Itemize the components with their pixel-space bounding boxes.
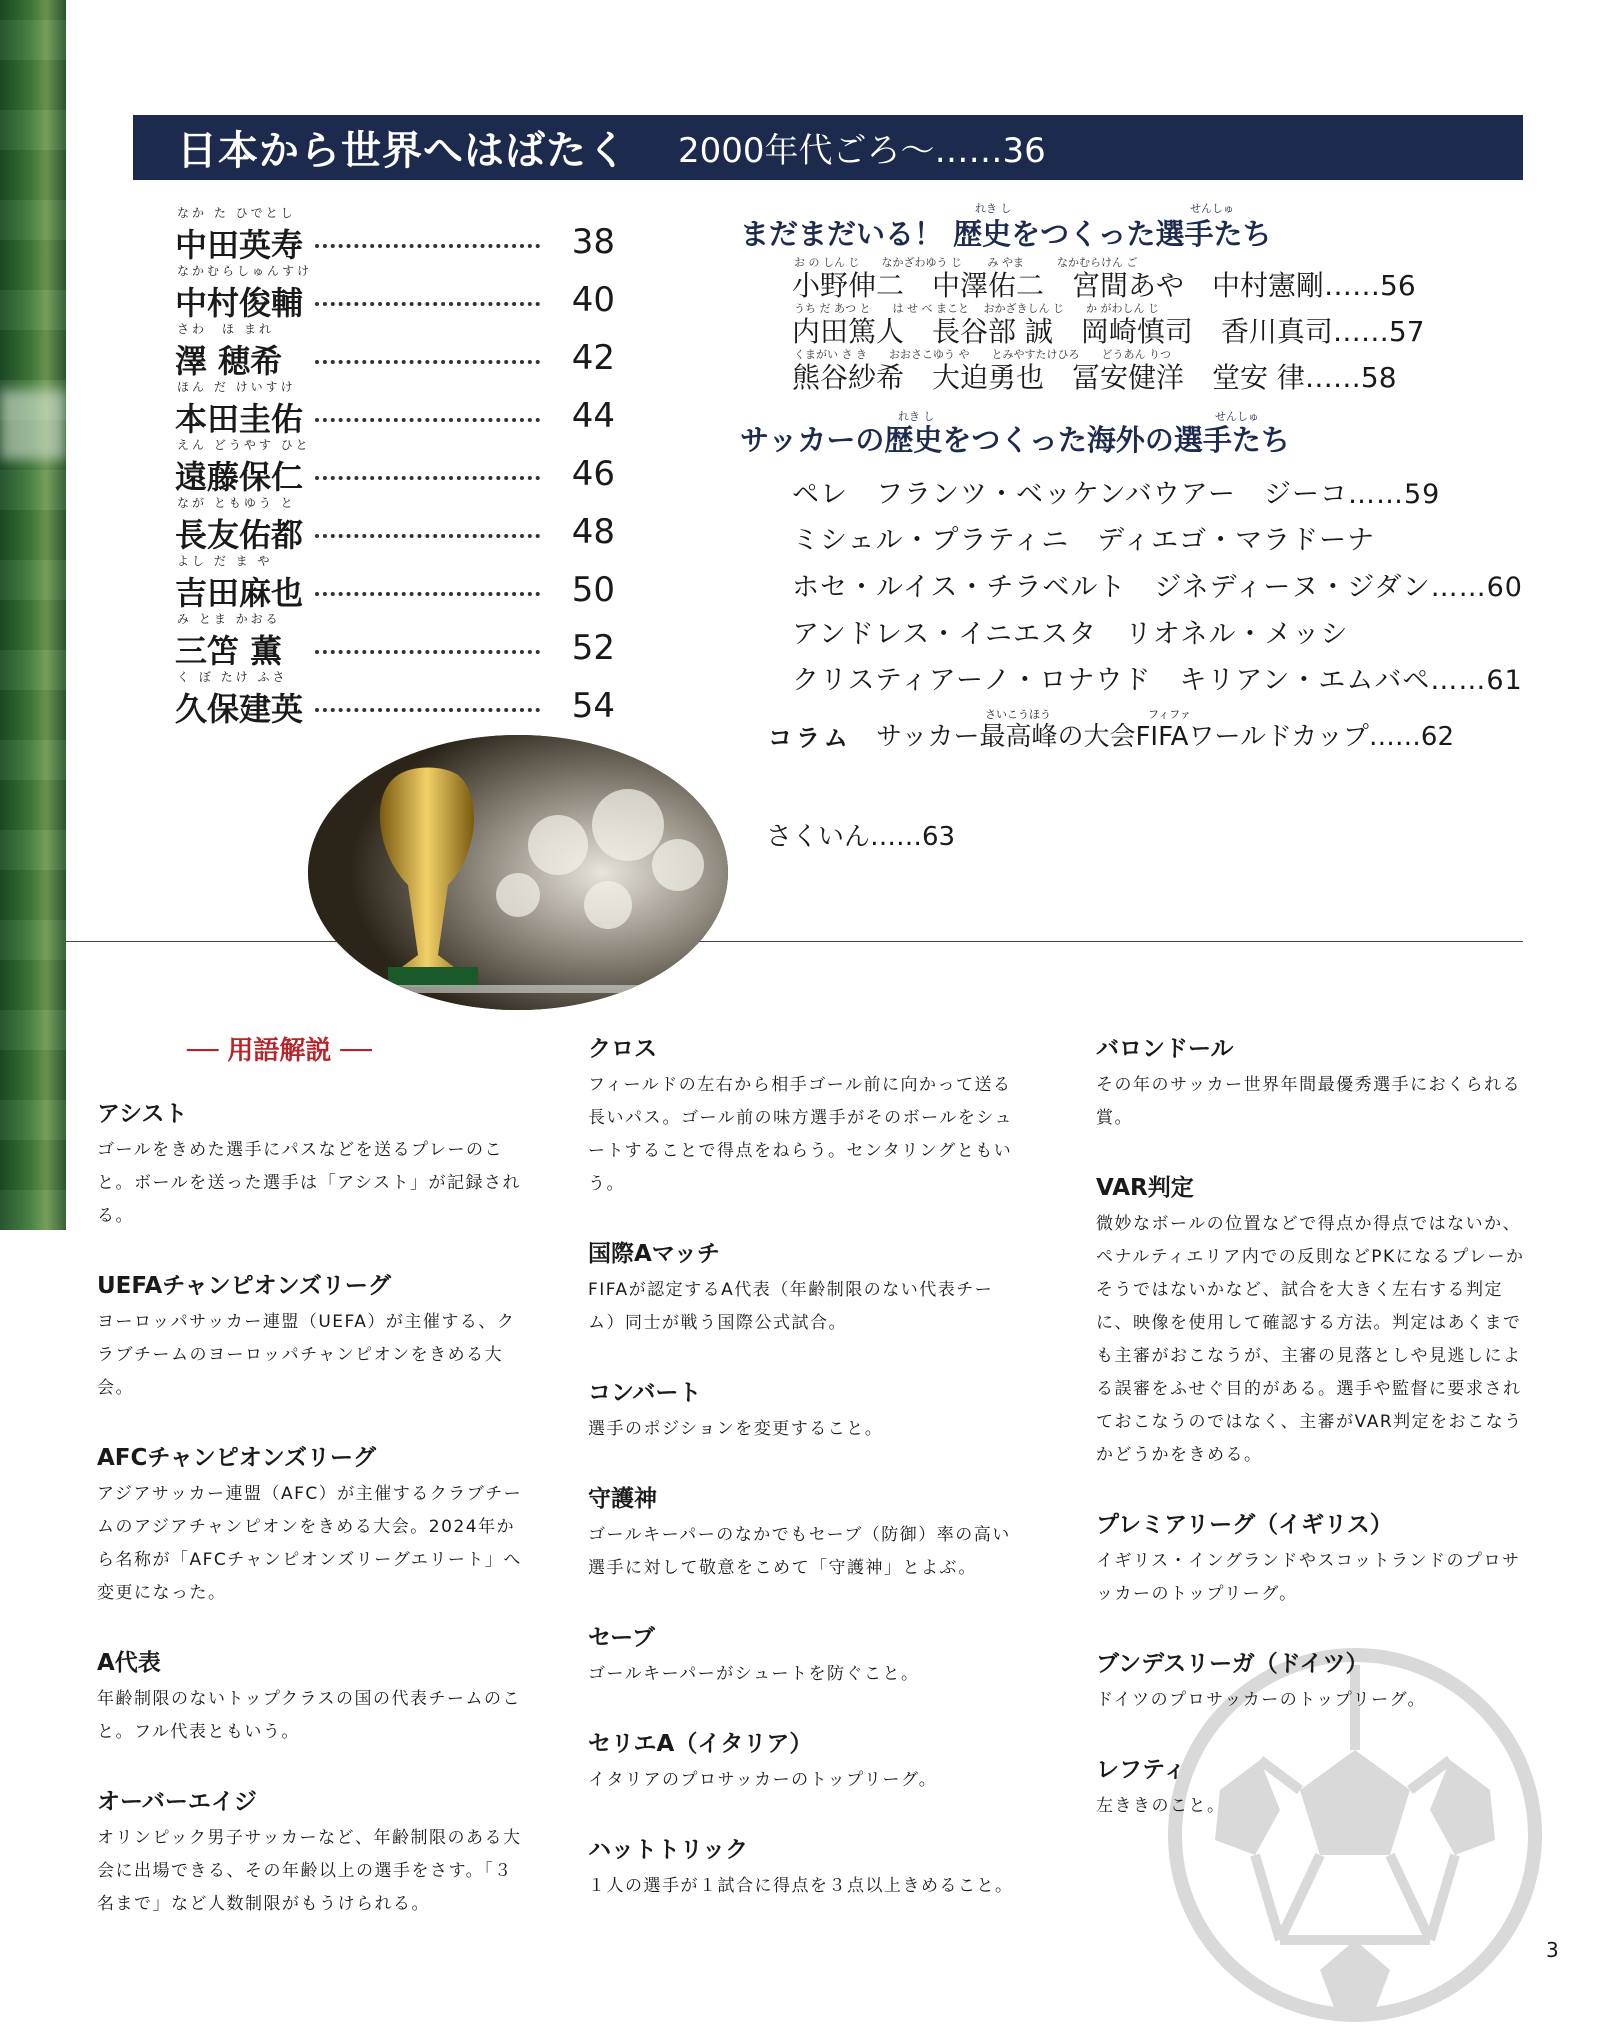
glossary-term	[97, 1439, 527, 1610]
glossary-term	[1096, 1169, 1526, 1472]
page-number: 3	[1546, 1938, 1559, 1962]
term-title: VAR判定	[1096, 1175, 1194, 1201]
section2-line[interactable]: クリスティアーノ・ロナウド キリアン・エムバペ……61	[792, 665, 1523, 696]
toc-ruby: えん どうやす ひと	[177, 438, 311, 452]
toc-item[interactable]	[175, 208, 615, 266]
section2-line[interactable]: ホセ・ルイス・チラベルト ジネディーヌ・ジダン……60	[792, 572, 1523, 603]
banner-title: 日本から世界へはばたく	[177, 128, 628, 174]
section2-line: アンドレス・イニエスタ リオネル・メッシ	[792, 619, 1349, 650]
term-definition: ドイツのプロサッカーのトップリーグ。	[1096, 1690, 1426, 1710]
toc-page-number: 54	[571, 686, 615, 726]
toc-page-number: 52	[571, 628, 615, 668]
term-definition: 年齢制限のないトップクラスの国の代表チームのこと。フル代表ともいう。	[97, 1689, 521, 1742]
glossary-term	[588, 1831, 1018, 1903]
section1-line-ruby: くまがい さ き おおさこゆう や とみやすたけひろ どうあん りつ	[794, 348, 1171, 361]
term-title: プレミアリーグ（イギリス）	[1096, 1512, 1393, 1538]
glossary-column-3	[1096, 1030, 1526, 1857]
toc-item[interactable]	[175, 614, 615, 672]
toc-page-number: 38	[571, 222, 615, 262]
glossary-term	[97, 1644, 527, 1749]
toc-leader-dots	[315, 650, 540, 654]
toc-player-name: 三笘 薫	[175, 632, 283, 670]
term-definition: イタリアのプロサッカーのトップリーグ。	[588, 1770, 938, 1790]
term-definition: オリンピック男子サッカーなど、年齢制限のある大会に出場できる、その年齢以上の選手をさす。「３名まで」など人数制限がもうけられる。	[97, 1828, 522, 1914]
chapter-banner	[133, 115, 1523, 180]
term-definition: イギリス・イングランドやスコットランドのプロサッカーのトップリーグ。	[1096, 1551, 1521, 1604]
toc-ruby: なか た ひでとし	[177, 206, 296, 220]
toc-item[interactable]	[175, 440, 615, 498]
glossary-term	[588, 1030, 1018, 1201]
term-title: ハットトリック	[588, 1837, 749, 1863]
toc-leader-dots	[315, 708, 540, 712]
term-definition: その年のサッカー世界年間最優秀選手におくられる賞。	[1096, 1075, 1522, 1128]
toc-player-name: 吉田麻也	[175, 574, 304, 612]
section2-ruby-senshu: せんしゅ	[1215, 410, 1259, 423]
section1-line-ruby: お の しん じ なかざわゆう じ み やま なかむらけん ご	[794, 256, 1138, 269]
glossary-term	[1096, 1645, 1526, 1717]
toc-player-name: 久保建英	[175, 690, 304, 728]
term-title: セーブ	[588, 1625, 655, 1651]
column-ruby-fifa: フィファ	[1148, 708, 1191, 721]
toc-ruby: なかむらしゅんすけ	[177, 264, 313, 278]
toc-leader-dots	[315, 592, 540, 596]
toc-item[interactable]	[175, 324, 615, 382]
grass-field-line	[0, 390, 66, 460]
glossary-term	[1096, 1506, 1526, 1611]
term-definition: フィールドの左右から相手ゴール前に向かって送る長いパス。ゴール前の味方選手がそのボールをシュートすることで得点をねらう。センタリングともいう。	[588, 1075, 1013, 1194]
term-title: オーバーエイジ	[97, 1789, 257, 1815]
toc-player-name: 中田英寿	[175, 226, 304, 264]
section1-line[interactable]: 熊谷紗希 大迫勇也 冨安健洋 堂安 律……58	[792, 361, 1397, 394]
section1-line[interactable]: 内田篤人 長谷部 誠 岡崎慎司 香川真司……57	[792, 315, 1425, 348]
toc-ruby: ほん だ けいすけ	[177, 380, 296, 394]
glossary-term	[97, 1783, 527, 1921]
toc-item[interactable]	[175, 556, 615, 614]
section2-line[interactable]: ペレ フランツ・ベッケンバウアー ジーコ……59	[792, 479, 1441, 510]
toc-player-list	[175, 208, 615, 730]
index-entry[interactable]: さくいん……63	[766, 822, 956, 852]
glossary-term	[588, 1235, 1018, 1340]
toc-page-number: 40	[571, 280, 615, 320]
term-title: A代表	[97, 1650, 161, 1676]
toc-item[interactable]	[175, 498, 615, 556]
glossary-term	[588, 1374, 1018, 1446]
toc-leader-dots	[315, 418, 540, 422]
banner-subtitle: 2000年代ごろ〜……36	[678, 131, 1046, 171]
toc-ruby: さわ ほ まれ	[177, 322, 274, 336]
section1-ruby-rekishi: れき し	[975, 202, 1012, 215]
world-cup-trophy-photo	[308, 735, 728, 1010]
term-title: ブンデスリーガ（ドイツ）	[1096, 1651, 1369, 1677]
section2-line: ミシェル・プラティニ ディエゴ・マラドーナ	[792, 525, 1376, 556]
term-definition: 微妙なボールの位置などで得点か得点ではないか、ペナルティエリア内での反則などPKになるプレーかそうではないかなど、試合を大きく左右する判定に、映像を使用して確認する方法。判定はあくまでも主審がおこなうが、主審の見落としや見逃しによる誤審をふせぐ目的がある。選手や監督に要求されておこなうのではなく、主審がVAR判定をおこなうかどうかをきめる。	[1096, 1214, 1525, 1465]
toc-ruby: く ぼ たけ ふさ	[177, 670, 288, 684]
toc-player-name: 長友佑都	[175, 516, 304, 554]
toc-page-number: 48	[571, 512, 615, 552]
section1-line-ruby: うち だ あつ と は せ べ まこと おかざきしん じ か がわしん じ	[794, 302, 1159, 315]
glossary-term	[97, 1267, 527, 1405]
term-definition: アジアサッカー連盟（AFC）が主催するクラブチームのアジアチャンピオンをきめる大会。2024年から名称が「AFCチャンピオンズリーグエリート」へ変更になった。	[97, 1484, 523, 1603]
glossary-term	[97, 1095, 527, 1233]
term-title: バロンドール	[1096, 1036, 1234, 1062]
section1-line[interactable]: 小野伸二 中澤佑二 宮間あや 中村憲剛……56	[792, 269, 1416, 302]
toc-leader-dots	[315, 244, 540, 248]
glossary-term	[588, 1480, 1018, 1585]
term-title: 守護神	[588, 1486, 657, 1512]
toc-item[interactable]	[175, 382, 615, 440]
section1-ruby-senshu: せんしゅ	[1190, 202, 1234, 215]
term-definition: 選手のポジションを変更すること。	[588, 1419, 884, 1439]
glossary-term	[588, 1619, 1018, 1691]
term-definition: ゴールをきめた選手にパスなどを送るプレーのこと。ボールを送った選手は「アシスト」が記録される。	[97, 1140, 521, 1226]
term-definition: ゴールキーパーがシュートを防ぐこと。	[588, 1664, 920, 1684]
section-divider	[66, 941, 1523, 942]
grass-photo-strip	[0, 0, 66, 1230]
glossary-term	[1096, 1030, 1526, 1135]
toc-leader-dots	[315, 302, 540, 306]
term-title: クロス	[588, 1036, 657, 1062]
toc-leader-dots	[315, 476, 540, 480]
term-definition: ゴールキーパーのなかでもセーブ（防御）率の高い選手に対して敬意をこめて「守護神」とよぶ。	[588, 1525, 1011, 1578]
column-label: コラム	[768, 724, 852, 752]
toc-page-number: 50	[571, 570, 615, 610]
term-title: コンバート	[588, 1380, 702, 1406]
term-title: UEFAチャンピオンズリーグ	[97, 1273, 391, 1299]
glossary-column-2	[588, 1030, 1018, 1937]
toc-page-number: 42	[571, 338, 615, 378]
toc-item[interactable]	[175, 266, 615, 324]
toc-item[interactable]	[175, 672, 615, 730]
glossary-heading: ── 用語解説 ──	[187, 1036, 372, 1066]
toc-ruby: なが ともゆう と	[177, 496, 296, 510]
column-ruby-saikoho: さいこうほう	[985, 708, 1051, 721]
glossary-term	[1096, 1751, 1526, 1823]
glossary-term	[588, 1725, 1018, 1797]
term-definition: １人の選手が１試合に得点を３点以上きめること。	[588, 1876, 1014, 1896]
toc-player-name: 中村俊輔	[175, 284, 304, 322]
toc-player-name: 遠藤保仁	[175, 458, 304, 496]
term-title: アシスト	[97, 1101, 188, 1127]
toc-player-name: 澤 穂希	[175, 342, 283, 380]
term-definition: FIFAが認定するA代表（年齢制限のない代表チーム）同士が戦う国際公式試合。	[588, 1280, 994, 1333]
toc-leader-dots	[315, 360, 540, 364]
term-title: セリエA（イタリア）	[588, 1731, 813, 1757]
column-entry[interactable]: サッカー最高峰の大会FIFAワールドカップ……62	[876, 722, 1454, 752]
section2-ruby-rekishi: れき し	[898, 410, 935, 423]
glossary-column-1	[97, 1030, 527, 1955]
term-title: AFCチャンピオンズリーグ	[97, 1445, 377, 1471]
term-definition: ヨーロッパサッカー連盟（UEFA）が主催する、クラブチームのヨーロッパチャンピオンをきめる大会。	[97, 1312, 516, 1398]
toc-page-number: 46	[571, 454, 615, 494]
toc-ruby: よし だ ま や	[177, 554, 273, 568]
toc-leader-dots	[315, 534, 540, 538]
trophy-illustration	[308, 735, 728, 1010]
term-title: 国際Aマッチ	[588, 1241, 720, 1267]
term-definition: 左ききのこと。	[1096, 1796, 1226, 1816]
toc-page-number: 44	[571, 396, 615, 436]
section2-title: サッカーの歴史をつくった海外の選手たち	[740, 423, 1290, 457]
toc-ruby: み とま かおる	[177, 612, 281, 626]
toc-player-name: 本田圭佑	[175, 400, 304, 438]
term-title: レフティ	[1096, 1757, 1187, 1783]
section1-title: まだまだいる！ 歴史をつくった選手たち	[740, 217, 1272, 251]
